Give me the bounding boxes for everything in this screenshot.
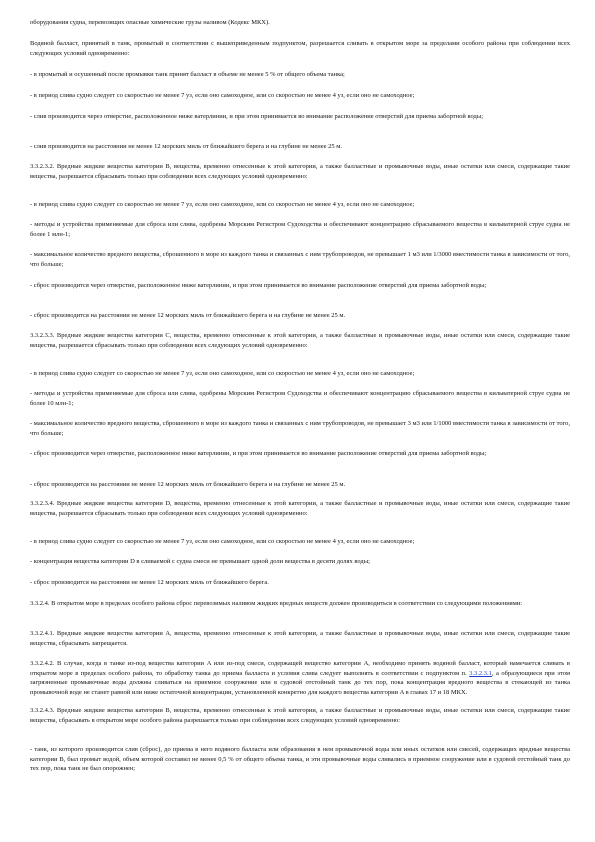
- list-item: - концентрация вещества категории D в сливаемой с судна смеси не превышает одной доли вещества в десяти долях воды;: [30, 558, 370, 565]
- paragraph-text: 3.3.2.4.2. В случае, когда в танке из-под вещества категории A или из-под смеси, содержащей вещество категории A, необходимо принять водяной балласт, который намечается сливать в открытом море в пределах особого района, то обработку танка до приема балласта и условия слива следует выполнять в соответствии с подпунктом п.: [30, 660, 570, 677]
- list-item: - максимальное количество вредного вещества, сброшенного в море из каждого танка и связанных с ним трубопроводов, не превышает 3 м3 или 1/1000 вместимости танка в зависимости от того, что больше;: [30, 420, 570, 437]
- list-item: - сброс производится на расстоянии не менее 12 морских миль от ближайшего берега.: [30, 579, 269, 586]
- list-item: - методы и устройства применяемые для сброса или слива, одобрены Морским Регистром Судоходства и обеспечивают концентрацию сбрасываемого вещества в кильватерной струе судна не более 1 млн-1;: [30, 221, 570, 238]
- paragraph: 3.3.2.4.1. Вредные жидкие вещества категории A, вещества, временно отнесенные к этой категории, а также балластные и промывочные воды, иные остатки или смеси, содержащие такие вещества, сбрасывать запрещается.: [30, 630, 570, 647]
- list-item: - сброс производится через отверстие, расположенное ниже ватерлинии, и при этом принимается во внимание расположение отверстий для приема забортной воды;: [30, 450, 487, 457]
- list-item: - танк, из которого производится слив (сброс), до приема в него водяного балласта или образования в нем промывочной воды или иных остатков или смесей, содержащих вредные вещества категории B, был промыт водой, объем которой составил не менее 0,5 % от общего объема танка, и эти промывочные воды сливались в приемное сооружение или в судовой отстойный танк до тех пор, пока танк не был опорожнен;: [30, 746, 570, 773]
- list-item: - сброс производится через отверстие, расположенное ниже ватерлинии, и при этом принимается во внимание расположение отверстий для приема забортной воды;: [30, 282, 487, 289]
- list-item: - в период слива судно следует со скоростью не менее 7 уз, если оно самоходное, или со скоростью не менее 4 уз, если оно не самоходное;: [30, 92, 415, 99]
- list-item: - в период слива судно следует со скоростью не менее 7 уз, если оно самоходное, или со скоростью не менее 4 уз, если оно не самоходное;: [30, 201, 415, 208]
- paragraph: оборудования судна, перевозящих опасные химические грузы наливом (Кодекс МКХ).: [30, 19, 270, 26]
- cross-reference-link[interactable]: 3.3.2.3.1: [469, 669, 492, 677]
- paragraph: 3.3.2.3.2. Вредные жидкие вещества категории B, вещества, временно отнесенные к этой категории, а также балластные и промывочные воды, иные остатки или смеси, содержащие такие вещества, разрешается сбрасывать только при соблюдении всех следующих условий одновременно:: [30, 163, 570, 180]
- list-item: - сброс производится на расстоянии не менее 12 морских миль от ближайшего берега и на глубине не менее 25 м.: [30, 312, 346, 319]
- list-item: - методы и устройства применяемые для сброса или слива, одобрены Морским Регистром Судоходства и обеспечивают концентрацию сбрасываемого вещества в кильватерной струе судна не более 10 млн-1;: [30, 390, 570, 407]
- paragraph-text: , а образующиеся при этом загрязненные промывочные воды должны сливаться на приемное сооружение или в судовой отстойный танк до тех пор, пока концентрация вредного вещества в стекающей из танка промывочной воде не станет равной или ниже остаточной концентрации, установленной конкретно для каждого вещества категории A в главах 17 и 18 МКХ.: [30, 669, 571, 696]
- list-item: - в период слива судно следует со скоростью не менее 7 уз, если оно самоходное, или со скоростью не менее 4 уз, если оно не самоходное;: [30, 538, 415, 545]
- paragraph: 3.3.2.3.3. Вредные жидкие вещества категории C, вещества, временно отнесенные к этой категории, а также балластные и промывочные воды, иные остатки или смеси, содержащие такие вещества, разрешается сбрасывать только при соблюдении всех следующих условий одновременно:: [30, 332, 570, 349]
- list-item: - слив производится через отверстие, расположенное ниже ватерлинии, и при этом принимается во внимание расположение отверстий для приема забортной воды;: [30, 113, 484, 120]
- paragraph: 3.3.2.4.3. Вредные жидкие вещества категории B, вещества, временно отнесенные к этой категории, а также балластные и промывочные воды, иные остатки или смеси, содержащие такие вещества, сбрасывать в открытом море особого района разрешается только при соблюдении всех следующих условий одновременно:: [30, 707, 570, 724]
- paragraph: 3.3.2.3.4. Вредные жидкие вещества категории D, вещества, временно отнесенные к этой категории, а также балластные и промывочные воды, иные остатки или смеси, содержащие такие вещества, разрешается сбрасывать только при соблюдении всех следующих условий одновременно:: [30, 500, 570, 517]
- paragraph: [30, 659, 570, 697]
- list-item: - в промытый и осушенный после промывки танк принят балласт в объеме не менее 5 % от общего объема танка;: [30, 71, 345, 78]
- list-item: - слив производится на расстоянии не менее 12 морских миль от ближайшего берега и на глубине не менее 25 м.: [30, 143, 343, 150]
- list-item: - сброс производится на расстоянии не менее 12 морских миль от ближайшего берега и на глубине не менее 25 м.: [30, 481, 346, 488]
- paragraph: 3.3.2.4. В открытом море в пределах особого района сброс перевозимых наливом жидких вредных веществ должен производиться в соответствии со следующими положениями:: [30, 600, 523, 607]
- list-item: - в период слива судно следует со скоростью не менее 7 уз, если оно самоходное, или со скоростью не менее 4 уз, если оно не самоходное;: [30, 370, 415, 377]
- paragraph: Водяной балласт, принятый в танк, промытый в соответствии с вышеприведенным подпунктом, разрешается сливать в открытом море за пределами особого района при соблюдении всех следующих условий одновременно:: [30, 40, 570, 57]
- list-item: - максимальное количество вредного вещества, сброшенного в море из каждого танка и связанных с ним трубопроводов, не превышает 1 м3 или 1/3000 вместимости танка в зависимости от того, что больше;: [30, 251, 570, 268]
